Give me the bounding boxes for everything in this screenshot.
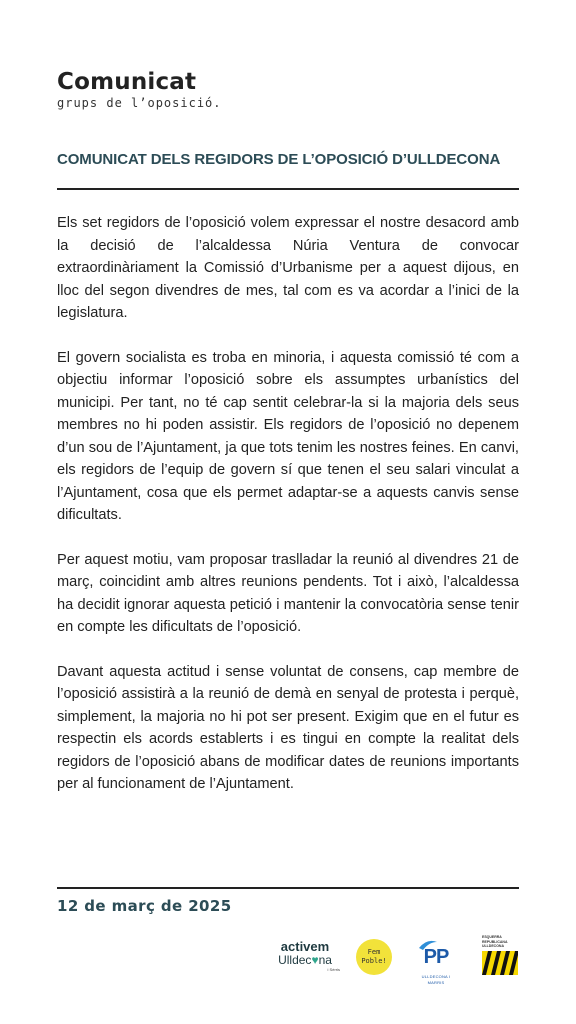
erc-stripes-icon (482, 951, 518, 975)
paragraph-2: El govern socialista es troba en minoria, i aquesta comissió té com a objectiu informar l’oposició sobre els assumptes urbanístics del municipi. Per tant, no té cap sentit celebrar-la si la majoria dels seus membres no hi poden assistir. Els regidors de l’oposició no depenem d’un sou de l’Ajuntament, ja que tots tenim les nostres feines. En canvi, els regidors de l’equip de govern sí que tenen el seu salari vinculat a l’Ajuntament, cosa que els permet adaptar-se a aquests canvis sense dificultats. (57, 349, 519, 523)
activem-logo-name: activem (280, 939, 330, 954)
communique-heading: COMUNICAT DELS REGIDORS DE L’OPOSICIÓ D’ULLDECONA (57, 151, 501, 168)
top-divider (57, 188, 519, 190)
bottom-divider (57, 887, 519, 889)
party-logos (270, 935, 522, 985)
paragraph-4: Davant aquesta actitud i sense voluntat de consens, cap membre de l’oposició assistirà a la reunió de demà en senyal de protesta i perquè, simplement, la majoria no hi pot ser present. Exigim que en el futur es respectin els acords establerts i es tingui en compte la realitat dels regidors de l’oposició abans de modificar dates de reunions importants per al funcionament de l’Ajuntament. (57, 663, 519, 792)
pp-logo-mark (413, 936, 459, 974)
pp-logo (413, 936, 459, 986)
activem-logo-town (270, 954, 340, 967)
paragraph-1: Els set regidors de l’oposició volem expressar el nostre desacord amb la decisió de l’alcaldessa Núria Ventura de convocar extraordinàriament la Comissió d’Urbanisme per a aquest dijous, en lloc del segon divendres de mes, tal com es va acordar a l’inici de la legislatura. (57, 215, 519, 321)
activem-town-part1: Ulldec (278, 953, 312, 967)
erc-logo-line1: ESQUERRA (482, 935, 502, 939)
communique-body (57, 212, 519, 818)
activem-ulldecona-logo (270, 940, 340, 972)
document-subtitle: grups de l’oposició. (57, 96, 222, 111)
pp-mark-text: PP (423, 946, 449, 966)
activem-town-part2: na (318, 953, 332, 967)
activem-logo-subtext: i Sèrris (327, 967, 340, 972)
paragraph-3: Per aquest motiu, vam proposar traslladar la reunió al divendres 21 de març, coincidint amb altres reunions pendents. Tot i això, l’alcaldessa ha decidit ignorar aquesta petició i mantenir la convocatòria sense tenir en compte les dificultats de l’oposició. (57, 551, 519, 635)
communique-date: 12 de març de 2025 (57, 897, 232, 915)
heart-icon: ♥ (311, 953, 319, 967)
erc-logo-line3: ULLDECONA (482, 944, 504, 948)
fem-poble-line2: Poble! (361, 957, 387, 965)
document-header (57, 70, 222, 110)
fem-poble-logo (356, 939, 392, 975)
document-title: Comunicat (57, 69, 197, 95)
erc-logo (482, 935, 520, 975)
pp-seagull-icon (413, 936, 459, 966)
fem-poble-line1: Fem (367, 948, 381, 956)
erc-logo-line2: REPUBLICANA (482, 939, 508, 944)
pp-logo-caption: ULLDECONA I MARRIS (421, 974, 451, 985)
